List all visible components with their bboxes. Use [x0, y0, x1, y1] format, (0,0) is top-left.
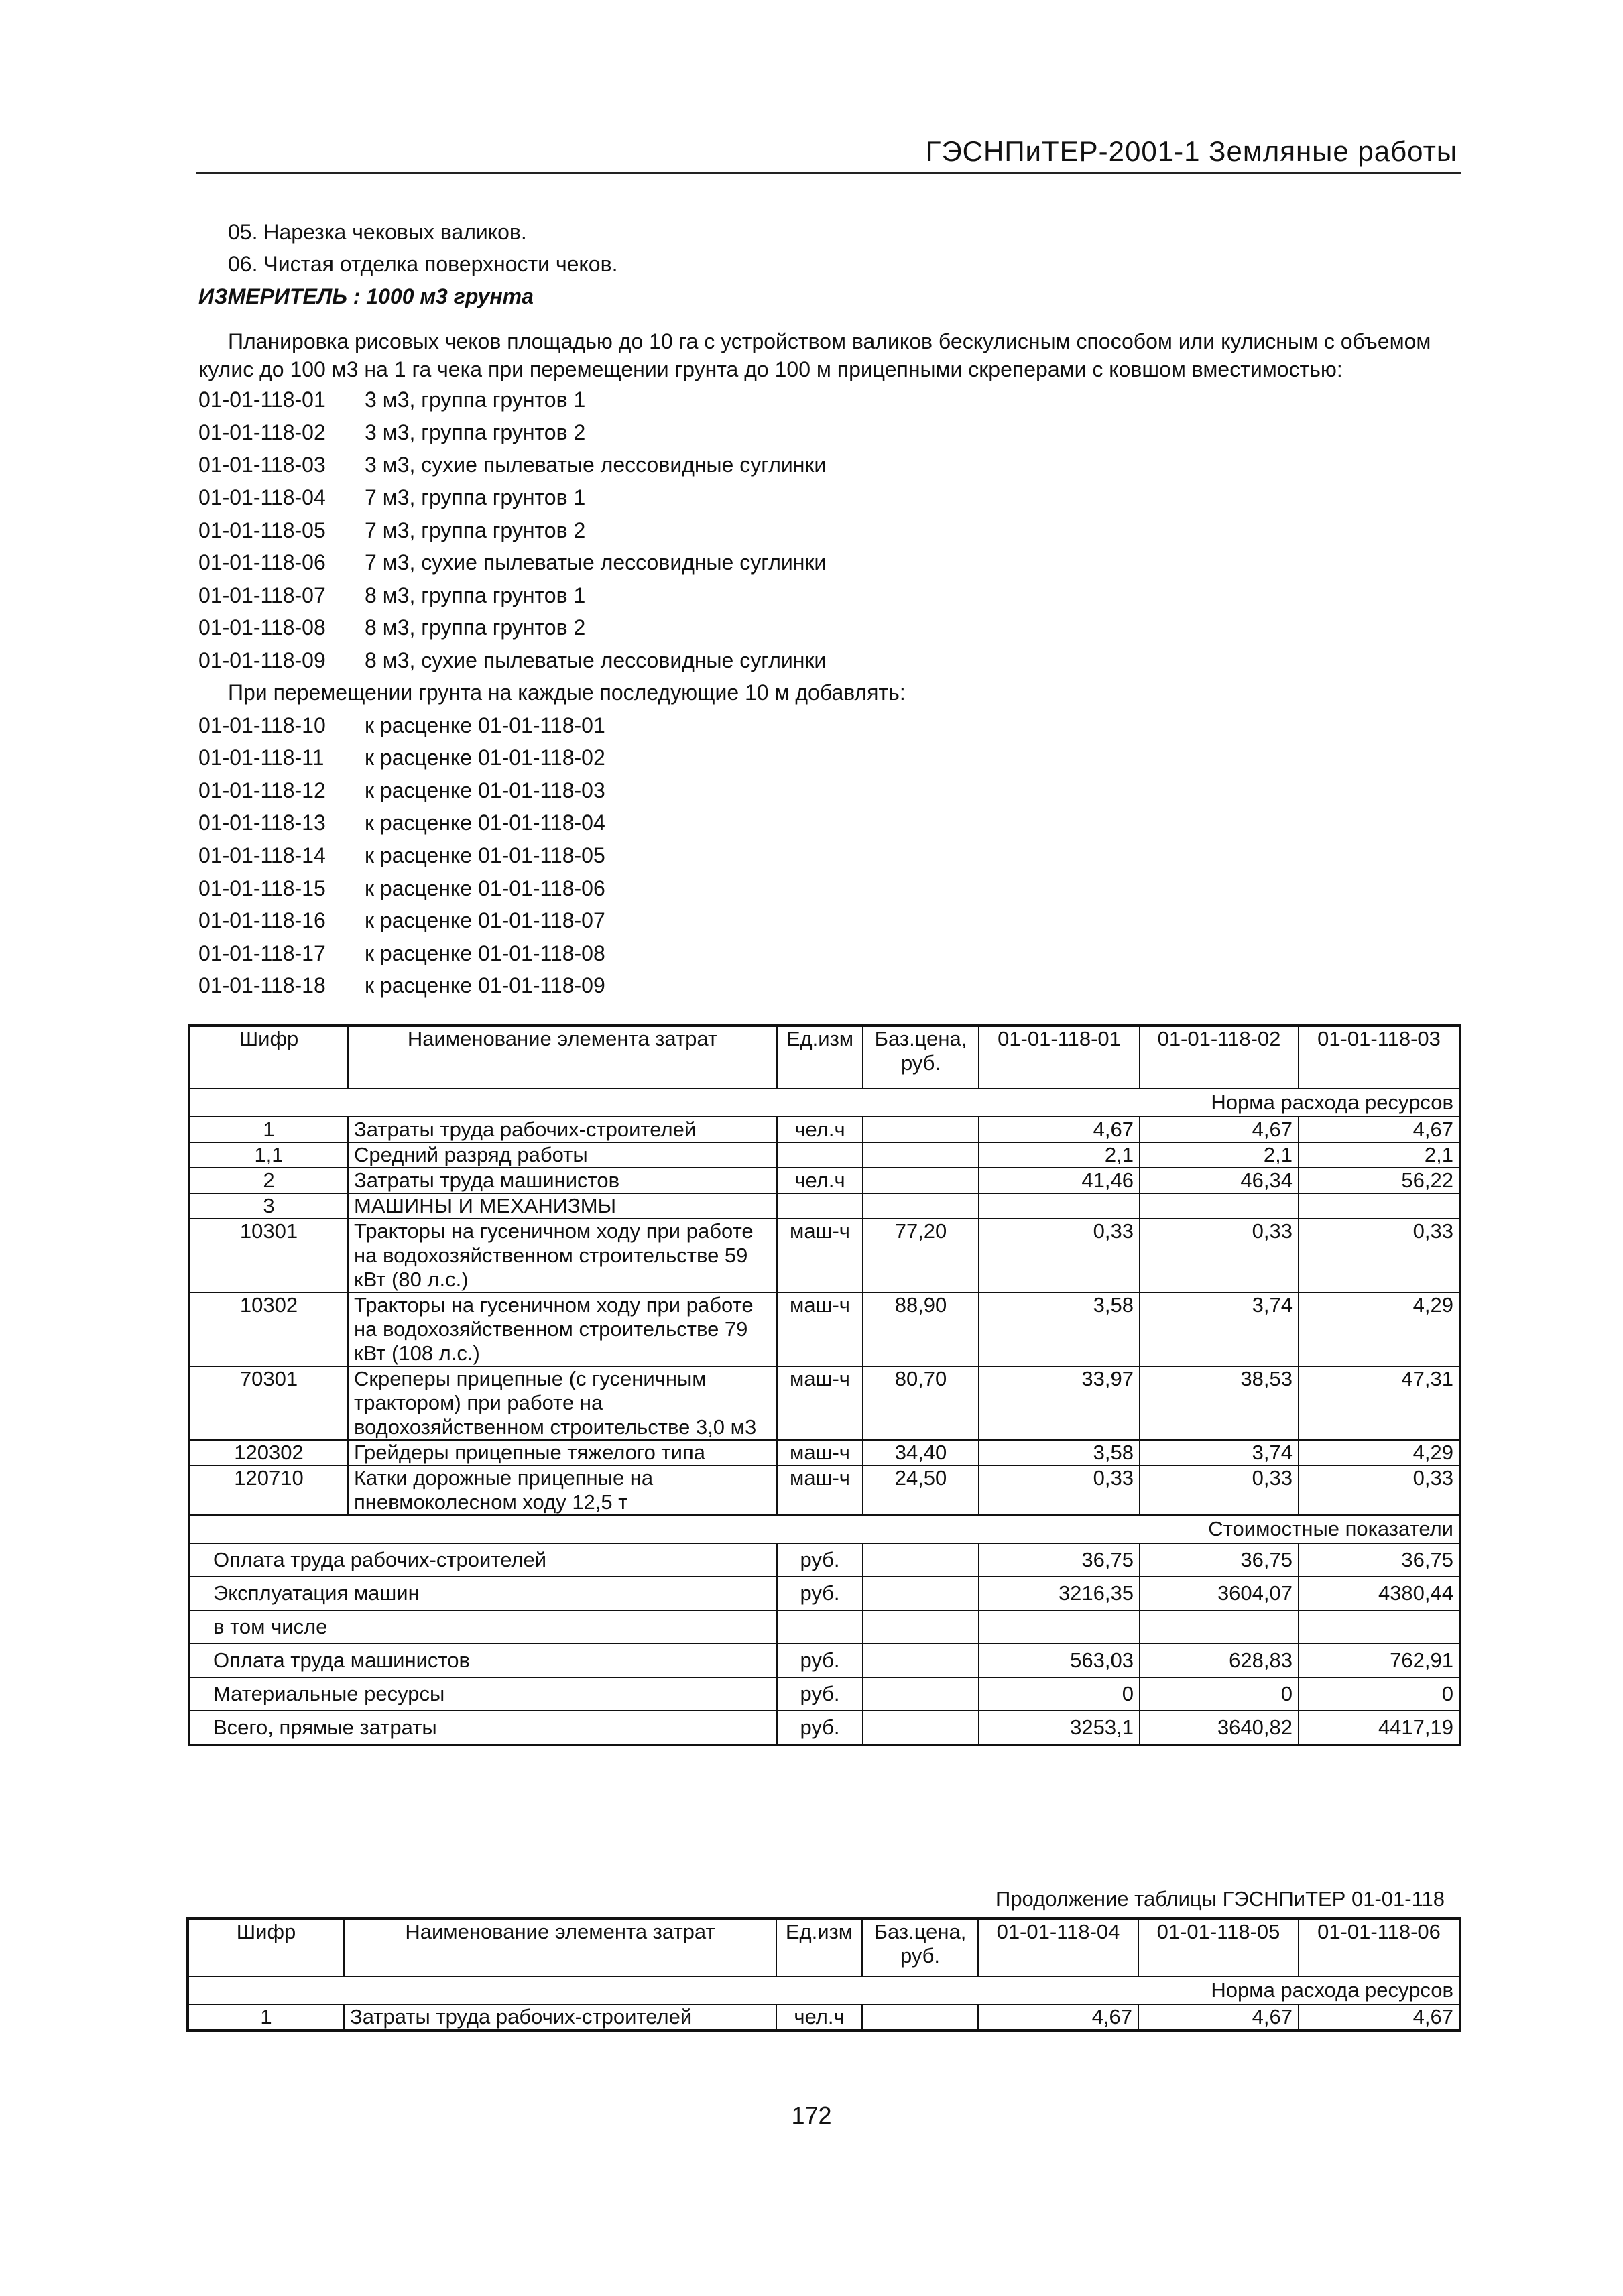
code-list-item	[198, 448, 1452, 481]
resource-unit: чел.ч	[777, 1168, 863, 1193]
norm-value: 2,1	[1299, 1142, 1460, 1168]
norm-band-label: Норма расхода ресурсов	[189, 1089, 1460, 1117]
resource-unit: маш-ч	[777, 1292, 863, 1366]
rate-code: 01-01-118-16	[198, 908, 326, 933]
header-rate-2: 01-01-118-02	[1140, 1026, 1299, 1089]
norm-value: 0,33	[1299, 1219, 1460, 1292]
code-list-item	[198, 579, 1452, 612]
cost-value: 36,75	[1140, 1543, 1299, 1577]
cost-row	[189, 1577, 1460, 1610]
rate-description: 3 м3, группа грунтов 2	[365, 420, 586, 444]
resource-unit: маш-ч	[777, 1465, 863, 1515]
cost-price	[863, 1711, 979, 1745]
document-title: ГЭСНПиТЕР-2001-1 Земляные работы	[925, 135, 1457, 167]
cost-name: Материальные ресурсы	[189, 1677, 777, 1711]
resource-unit: маш-ч	[777, 1440, 863, 1465]
rate-description: к расценке 01-01-118-07	[365, 908, 605, 933]
cost-row	[189, 1677, 1460, 1711]
resource-row	[188, 2004, 1460, 2031]
base-price	[863, 1193, 979, 1219]
resource-row	[189, 1219, 1460, 1292]
norm-value	[1140, 1193, 1299, 1219]
resource-row	[189, 1366, 1460, 1440]
norm-band-row	[188, 1976, 1460, 2004]
rate-code: 01-01-118-11	[198, 745, 324, 770]
base-price	[863, 1117, 979, 1142]
rate-description: к расценке 01-01-118-06	[365, 875, 605, 900]
resource-name: Тракторы на гусеничном ходу при работе на водохозяйственном строительстве 79 кВт (108 л.с.)	[348, 1292, 777, 1366]
base-price: 88,90	[863, 1292, 979, 1366]
code-list-item	[198, 904, 1452, 937]
norm-value: 0,33	[1140, 1465, 1299, 1515]
table-continuation-caption: Продолжение таблицы ГЭСНПиТЕР 01-01-118	[996, 1887, 1445, 1911]
cost-value	[979, 1610, 1140, 1644]
resource-unit: маш-ч	[777, 1366, 863, 1440]
cost-unit: руб.	[777, 1711, 863, 1745]
rate-description: 8 м3, группа грунтов 1	[365, 583, 586, 607]
norm-value: 0,33	[1140, 1219, 1299, 1292]
code-list-item	[198, 644, 1452, 677]
cost-value: 762,91	[1299, 1644, 1460, 1677]
rate-code: 01-01-118-07	[198, 583, 326, 607]
rate-code: 01-01-118-04	[198, 485, 326, 510]
resource-name: Затраты труда машинистов	[348, 1168, 777, 1193]
norm-value: 2,1	[1140, 1142, 1299, 1168]
cost-value	[1299, 1610, 1460, 1644]
rate-code: 01-01-118-09	[198, 648, 326, 673]
rate-code: 01-01-118-01	[198, 387, 326, 412]
rate-code: 01-01-118-17	[198, 941, 326, 965]
resource-name: Тракторы на гусеничном ходу при работе на водохозяйственном строительстве 59 кВт (80 л.с.)	[348, 1219, 777, 1292]
cost-value: 36,75	[979, 1543, 1140, 1577]
resource-unit: чел.ч	[776, 2004, 862, 2031]
header-name: Наименование элемента затрат	[348, 1026, 777, 1089]
header-code: Шифр	[188, 1919, 344, 1976]
cost-value: 4417,19	[1299, 1711, 1460, 1745]
code-list-item	[198, 709, 1452, 741]
resource-code: 1,1	[189, 1142, 348, 1168]
resource-unit: чел.ч	[777, 1117, 863, 1142]
rate-code: 01-01-118-06	[198, 550, 326, 575]
norm-value	[979, 1193, 1140, 1219]
code-list-item	[198, 416, 1452, 449]
cost-row	[189, 1711, 1460, 1745]
base-price: 77,20	[863, 1219, 979, 1292]
norm-value: 4,67	[979, 1117, 1140, 1142]
norms-table-2	[186, 1917, 1461, 2032]
norm-value: 0,33	[979, 1219, 1140, 1292]
norm-value: 38,53	[1140, 1366, 1299, 1440]
rate-code: 01-01-118-05	[198, 518, 326, 542]
page-number: 172	[791, 2102, 832, 2129]
cost-unit: руб.	[777, 1543, 863, 1577]
resource-row	[189, 1193, 1460, 1219]
rate-description: 7 м3, группа грунтов 2	[365, 518, 586, 542]
rate-code: 01-01-118-12	[198, 778, 326, 802]
norm-value: 4,29	[1299, 1440, 1460, 1465]
resource-code: 2	[189, 1168, 348, 1193]
description-paragraph: Планировка рисовых чеков площадью до 10 га с устройством валиков бескулисным способом или кулисным с объемом кулис до 100 м3 на 1 га чека при перемещении грунта до 100 м прицепными скреперами с ковшом вместимостью:	[198, 329, 1431, 381]
norm-value: 3,58	[979, 1440, 1140, 1465]
addition-code-list	[198, 709, 1452, 1002]
cost-value: 0	[1299, 1677, 1460, 1711]
norm-value: 56,22	[1299, 1168, 1460, 1193]
header-rate-3: 01-01-118-06	[1299, 1919, 1460, 1976]
code-list-item	[198, 481, 1452, 514]
rate-description: 3 м3, сухие пылеватые лессовидные суглинки	[365, 452, 827, 477]
norm-value: 3,74	[1140, 1292, 1299, 1366]
resource-name: Грейдеры прицепные тяжелого типа	[348, 1440, 777, 1465]
resource-code: 3	[189, 1193, 348, 1219]
resource-row	[189, 1142, 1460, 1168]
norm-value: 4,67	[1140, 1117, 1299, 1142]
cost-name: Всего, прямые затраты	[189, 1711, 777, 1745]
code-list-item	[198, 839, 1452, 872]
code-list-item	[198, 806, 1452, 839]
header-rate-2: 01-01-118-05	[1138, 1919, 1299, 1976]
header-name: Наименование элемента затрат	[344, 1919, 776, 1976]
resource-name: Катки дорожные прицепные на пневмоколесном ходу 12,5 т	[348, 1465, 777, 1515]
cost-value: 36,75	[1299, 1543, 1460, 1577]
base-price	[863, 1142, 979, 1168]
cost-value: 3604,07	[1140, 1577, 1299, 1610]
cost-band-row	[189, 1515, 1460, 1543]
rate-code: 01-01-118-18	[198, 973, 326, 998]
rate-description: к расценке 01-01-118-05	[365, 843, 605, 868]
resource-code: 1	[188, 2004, 344, 2031]
cost-row	[189, 1644, 1460, 1677]
rate-code: 01-01-118-02	[198, 420, 326, 444]
norm-value	[1299, 1193, 1460, 1219]
rate-code: 01-01-118-14	[198, 843, 326, 868]
norm-value: 0,33	[1299, 1465, 1460, 1515]
cost-price	[863, 1543, 979, 1577]
cost-value: 563,03	[979, 1644, 1140, 1677]
cost-band-label: Стоимостные показатели	[189, 1515, 1460, 1543]
rate-description: к расценке 01-01-118-09	[365, 973, 605, 998]
resource-code: 70301	[189, 1366, 348, 1440]
base-price	[862, 2004, 978, 2031]
code-list-item	[198, 871, 1452, 904]
code-list-item	[198, 383, 1452, 416]
resource-code: 10302	[189, 1292, 348, 1366]
cost-name: Эксплуатация машин	[189, 1577, 777, 1610]
header-rate-3: 01-01-118-03	[1299, 1026, 1460, 1089]
resource-row	[189, 1117, 1460, 1142]
cost-value: 4380,44	[1299, 1577, 1460, 1610]
norm-value: 0,33	[979, 1465, 1140, 1515]
cost-value: 0	[1140, 1677, 1299, 1711]
resource-row	[189, 1465, 1460, 1515]
work-step: 05. Нарезка чековых валиков.	[228, 220, 527, 244]
work-step: 06. Чистая отделка поверхности чеков.	[228, 252, 618, 276]
cost-unit	[777, 1610, 863, 1644]
rate-description: 7 м3, группа грунтов 1	[365, 485, 586, 510]
table-header-row	[189, 1026, 1460, 1089]
norm-band-label: Норма расхода ресурсов	[188, 1976, 1460, 2004]
resource-row	[189, 1440, 1460, 1465]
intro-section	[198, 216, 1452, 1002]
cost-name: Оплата труда рабочих-строителей	[189, 1543, 777, 1577]
norm-value: 41,46	[979, 1168, 1140, 1193]
resource-row	[189, 1168, 1460, 1193]
header-unit: Ед.изм	[777, 1026, 863, 1089]
header-price: Баз.цена, руб.	[863, 1026, 979, 1089]
rate-code-list	[198, 383, 1452, 676]
norm-value: 3,58	[979, 1292, 1140, 1366]
rate-code: 01-01-118-10	[198, 713, 326, 737]
rate-description: 8 м3, группа грунтов 2	[365, 615, 586, 640]
norm-value: 4,67	[978, 2004, 1138, 2031]
cost-value: 3640,82	[1140, 1711, 1299, 1745]
cost-unit: руб.	[777, 1577, 863, 1610]
norm-value: 33,97	[979, 1366, 1140, 1440]
code-list-item	[198, 741, 1452, 774]
rate-description: 7 м3, сухие пылеватые лессовидные суглинки	[365, 550, 827, 575]
base-price: 24,50	[863, 1465, 979, 1515]
code-list-item	[198, 969, 1452, 1002]
resource-name: Средний разряд работы	[348, 1142, 777, 1168]
base-price: 80,70	[863, 1366, 979, 1440]
resource-name: Скреперы прицепные (с гусеничным трактором) при работе на водохозяйственном строительстве 3,0 м3	[348, 1366, 777, 1440]
cost-unit: руб.	[777, 1644, 863, 1677]
cost-value: 3253,1	[979, 1711, 1140, 1745]
cost-price	[863, 1677, 979, 1711]
addition-note: При перемещении грунта на каждые последующие 10 м добавлять:	[228, 680, 906, 705]
rate-description: к расценке 01-01-118-01	[365, 713, 605, 737]
unit-of-measure: ИЗМЕРИТЕЛЬ : 1000 м3 грунта	[198, 284, 534, 308]
norm-value: 4,67	[1299, 2004, 1460, 2031]
cost-value: 628,83	[1140, 1644, 1299, 1677]
header-rate-1: 01-01-118-01	[979, 1026, 1140, 1089]
cost-name: Оплата труда машинистов	[189, 1644, 777, 1677]
header-price: Баз.цена, руб.	[862, 1919, 978, 1976]
rate-description: к расценке 01-01-118-02	[365, 745, 605, 770]
code-list-item	[198, 611, 1452, 644]
resource-unit	[777, 1193, 863, 1219]
table-header-row	[188, 1919, 1460, 1976]
code-list-item	[198, 937, 1452, 970]
norms-table-1	[188, 1024, 1461, 1746]
cost-row	[189, 1610, 1460, 1644]
resource-code: 1	[189, 1117, 348, 1142]
resource-name: МАШИНЫ И МЕХАНИЗМЫ	[348, 1193, 777, 1219]
norm-value: 46,34	[1140, 1168, 1299, 1193]
rate-description: 3 м3, группа грунтов 1	[365, 387, 586, 412]
running-header	[196, 131, 1461, 174]
cost-value	[1140, 1610, 1299, 1644]
cost-price	[863, 1577, 979, 1610]
cost-value: 3216,35	[979, 1577, 1140, 1610]
cost-row	[189, 1543, 1460, 1577]
norm-value: 4,29	[1299, 1292, 1460, 1366]
norm-value: 4,67	[1299, 1117, 1460, 1142]
resource-code: 10301	[189, 1219, 348, 1292]
code-list-item	[198, 774, 1452, 807]
base-price: 34,40	[863, 1440, 979, 1465]
header-unit: Ед.изм	[776, 1919, 862, 1976]
norm-value: 3,74	[1140, 1440, 1299, 1465]
norm-band-row	[189, 1089, 1460, 1117]
code-list-item	[198, 546, 1452, 579]
cost-price	[863, 1644, 979, 1677]
base-price	[863, 1168, 979, 1193]
rate-description: к расценке 01-01-118-04	[365, 810, 605, 835]
rate-description: к расценке 01-01-118-08	[365, 941, 605, 965]
resource-code: 120302	[189, 1440, 348, 1465]
resource-row	[189, 1292, 1460, 1366]
cost-name: в том числе	[189, 1610, 777, 1644]
cost-price	[863, 1610, 979, 1644]
norm-value: 47,31	[1299, 1366, 1460, 1440]
resource-name: Затраты труда рабочих-строителей	[344, 2004, 776, 2031]
norm-value: 2,1	[979, 1142, 1140, 1168]
rate-code: 01-01-118-03	[198, 452, 326, 477]
rate-code: 01-01-118-13	[198, 810, 326, 835]
header-rate-1: 01-01-118-04	[978, 1919, 1138, 1976]
rate-code: 01-01-118-15	[198, 875, 326, 900]
norm-value: 4,67	[1138, 2004, 1299, 2031]
resource-unit	[777, 1142, 863, 1168]
rate-code: 01-01-118-08	[198, 615, 326, 640]
rate-description: к расценке 01-01-118-03	[365, 778, 605, 802]
code-list-item	[198, 513, 1452, 546]
resource-code: 120710	[189, 1465, 348, 1515]
header-code: Шифр	[189, 1026, 348, 1089]
cost-unit: руб.	[777, 1677, 863, 1711]
resource-name: Затраты труда рабочих-строителей	[348, 1117, 777, 1142]
rate-description: 8 м3, сухие пылеватые лессовидные суглинки	[365, 648, 827, 673]
cost-value: 0	[979, 1677, 1140, 1711]
resource-unit: маш-ч	[777, 1219, 863, 1292]
